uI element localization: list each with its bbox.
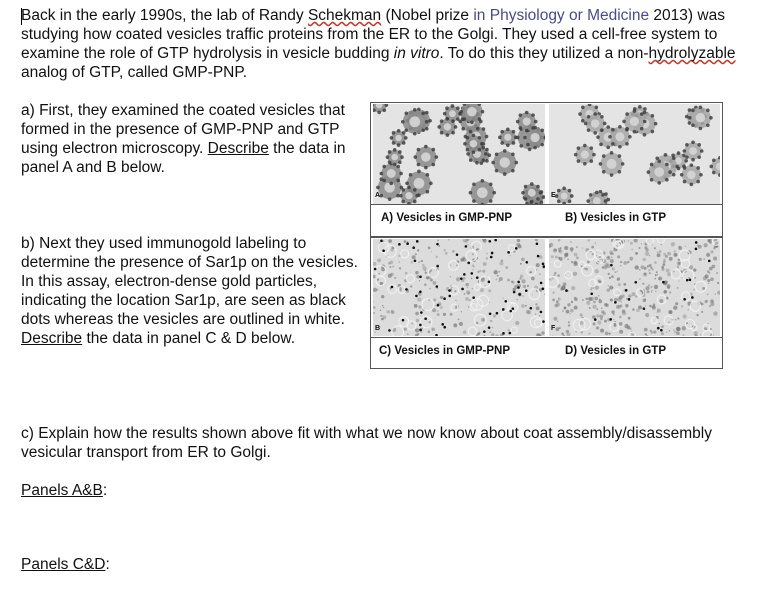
intro-text-5: analog of GTP, called GMP-PNP. <box>21 64 248 81</box>
micrograph-d-letter: F <box>551 325 556 332</box>
answer-label-cd-colon: : <box>105 556 110 573</box>
intro-name: Schekman <box>307 7 382 24</box>
figure-panels-cd <box>370 237 723 369</box>
micrograph-c-letter: B <box>375 325 381 332</box>
intro-prize: in Physiology or Medicine <box>473 7 650 24</box>
micrograph-d <box>549 239 720 336</box>
answer-label-ab <box>21 482 107 500</box>
caption-b: B) Vesicles in GTP <box>565 212 666 224</box>
question-a-text-1: a) First, they examined the coated vesicles that formed in the presence of GMP-PNP and GTP using electron microscopy. <box>21 102 345 157</box>
question-b-describe: Describe <box>21 330 83 347</box>
figure-panels-ab <box>370 102 723 237</box>
micrograph-b-letter: E <box>551 192 556 199</box>
question-a-text-2: the data in panel A and B below. <box>21 140 346 176</box>
answer-label-cd <box>21 556 110 574</box>
answer-label-ab-colon: : <box>102 482 108 499</box>
caption-a: A) Vesicles in GMP-PNP <box>381 212 513 224</box>
question-b-text-1: b) Next they used immunogold labeling to determine the presence of Sar1p on the vesicles. In this assay, electron-dense gold particles, indicating the location Sar1p, are seen as black dots whereas the vesicles are outlined in white. <box>21 235 358 328</box>
micrograph-b <box>549 104 720 204</box>
caption-row-ab <box>371 204 722 235</box>
question-a <box>21 101 366 177</box>
caption-c: C) Vesicles in GMP-PNP <box>379 345 511 357</box>
intro-hydrolyzable: hydrolyzable <box>648 45 736 62</box>
question-a-describe: Describe <box>207 140 269 157</box>
intro-paragraph <box>21 6 751 82</box>
answer-label-ab-text: Panels A&B <box>21 482 103 499</box>
micrograph-a <box>373 104 545 204</box>
caption-row-cd <box>371 337 722 368</box>
caption-d: D) Vesicles in GTP <box>565 345 666 357</box>
intro-text-4: . To do this they utilized a non- <box>439 45 649 62</box>
intro-text-2: (Nobel prize <box>381 7 474 24</box>
answer-label-cd-text: Panels C&D <box>21 556 106 573</box>
intro-in-vitro: in vitro <box>393 45 440 62</box>
micrograph-c <box>373 239 545 336</box>
question-b <box>21 234 366 348</box>
micrograph-a-letter: A <box>375 192 381 199</box>
question-b-text-2: the data in panel C & D below. <box>82 330 296 347</box>
intro-text-1: Back in the early 1990s, the lab of Randy <box>21 7 308 24</box>
question-c: c) Explain how the results shown above fit with what we now know about coat assembly/disassembly vesicular transport from ER to Golgi. <box>21 425 712 461</box>
intro-text-3: 2013) was studying how coated vesicles traffic proteins from the ER to the Golgi. They used a cell-free system to examine the role of GTP hydrolysis in vesicle budding <box>21 7 725 62</box>
